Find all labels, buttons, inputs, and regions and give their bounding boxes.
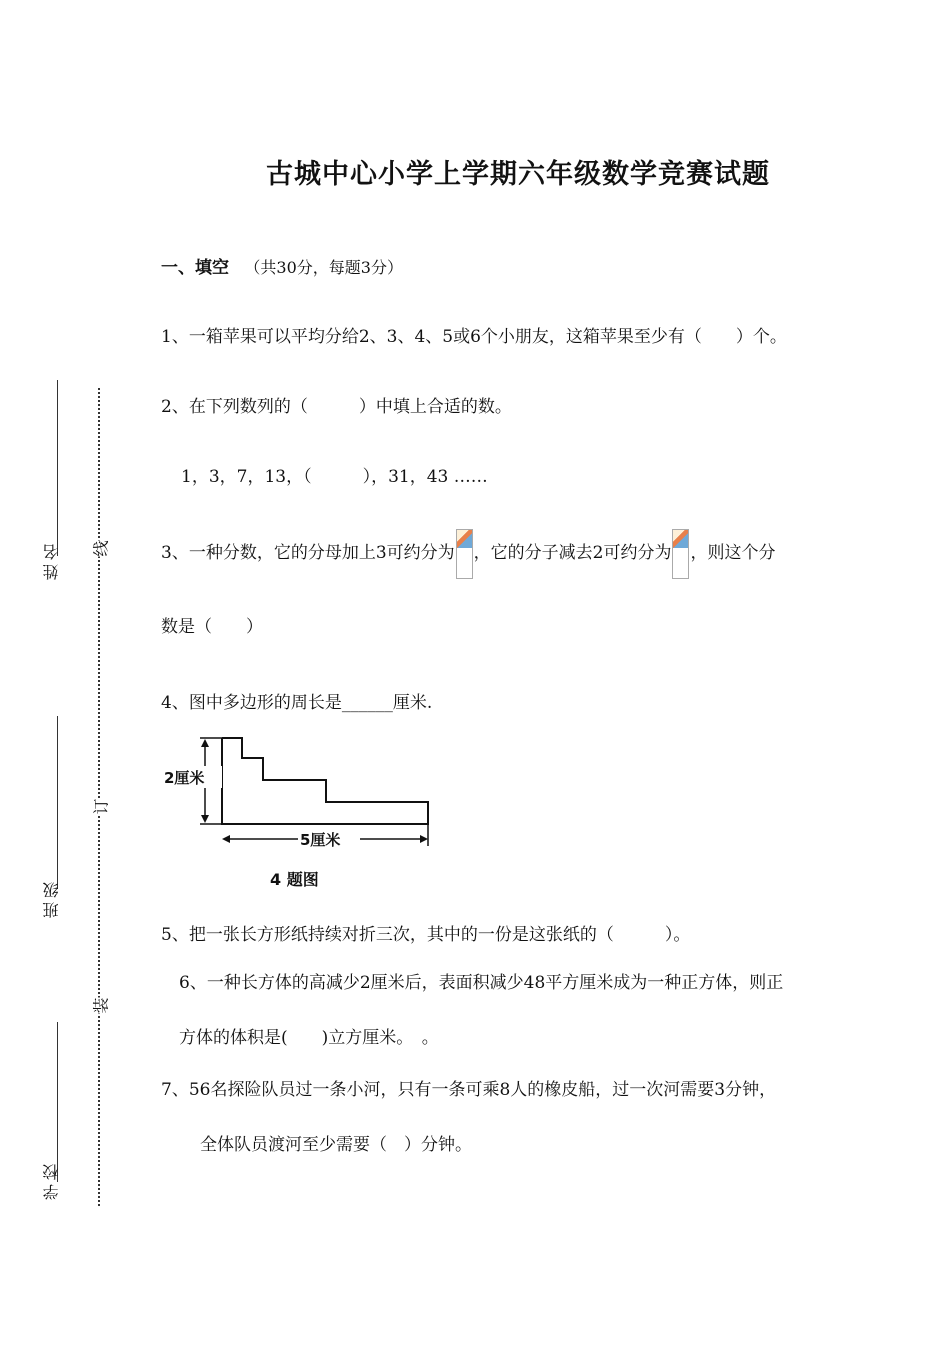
polygon-figure bbox=[160, 728, 450, 894]
question-6-line2: 方体的体积是( )立方厘米。 。 bbox=[179, 1028, 439, 1048]
name-underline bbox=[57, 380, 58, 556]
width-arrow-head-left bbox=[222, 835, 230, 843]
binding-mark-staple: 订 bbox=[89, 798, 112, 814]
class-underline bbox=[57, 716, 58, 889]
question-7-line1: 7、56名探险队员过一条小河，只有一条可乘8人的橡皮船，过一次河需要3分钟， bbox=[161, 1080, 777, 1100]
section-note: （共30分，每题3分） bbox=[244, 258, 403, 277]
question-7-line2: 全体队员渡河至少需要（ ）分钟。 bbox=[200, 1135, 472, 1155]
question-3-part1: 3、一种分数，它的分母加上3可约分为 bbox=[161, 543, 455, 563]
section-title: 一、填空 bbox=[161, 258, 229, 278]
margin-label-school: 学校 bbox=[42, 1160, 61, 1200]
height-arrow-head-top bbox=[201, 739, 209, 747]
height-arrow-head-bottom bbox=[201, 815, 209, 823]
polygon-outline bbox=[222, 738, 428, 824]
binding-mark-line: 线 bbox=[89, 540, 112, 556]
margin-label-class: 班级 bbox=[42, 878, 61, 918]
fraction-image-2 bbox=[672, 529, 689, 579]
question-5: 5、把一张长方形纸持续对折三次，其中的一份是这张纸的（ ）。 bbox=[161, 925, 691, 945]
question-2: 2、在下列数列的（ ）中填上合适的数。 bbox=[161, 397, 512, 417]
broken-image-icon bbox=[457, 530, 472, 548]
width-arrow-head-right bbox=[420, 835, 428, 843]
section-heading bbox=[161, 253, 403, 278]
question-6-line1: 6、一种长方体的高减少2厘米后，表面积减少48平方厘米成为一种正方体，则正 bbox=[179, 973, 784, 993]
figure-caption: 4 题图 bbox=[270, 870, 319, 889]
school-underline bbox=[57, 1022, 58, 1182]
question-3-line2: 数是（ ） bbox=[161, 617, 263, 637]
page-title: 古城中心小学上学期六年级数学竞赛试题 bbox=[266, 159, 770, 190]
question-4: 4、图中多边形的周长是______厘米. bbox=[161, 693, 433, 713]
question-2-sequence: 1，3，7，13，（ ），31，43 …… bbox=[181, 467, 488, 487]
question-3-part2: ，它的分子减去2可约分为 bbox=[473, 543, 672, 563]
height-label: 2厘米 bbox=[164, 769, 205, 787]
binding-mark-bind: 装 bbox=[89, 997, 112, 1013]
margin-label-name: 姓名 bbox=[42, 540, 61, 580]
broken-image-icon bbox=[673, 530, 688, 548]
fraction-image-1 bbox=[456, 529, 473, 579]
question-3-part3: ，则这个分 bbox=[690, 543, 776, 563]
binding-dotted-line bbox=[98, 388, 100, 1206]
question-1: 1、一箱苹果可以平均分给2、3、4、5或6个小朋友，这箱苹果至少有（ ）个。 bbox=[161, 327, 787, 347]
width-label: 5厘米 bbox=[300, 831, 341, 849]
question-3 bbox=[161, 528, 775, 579]
